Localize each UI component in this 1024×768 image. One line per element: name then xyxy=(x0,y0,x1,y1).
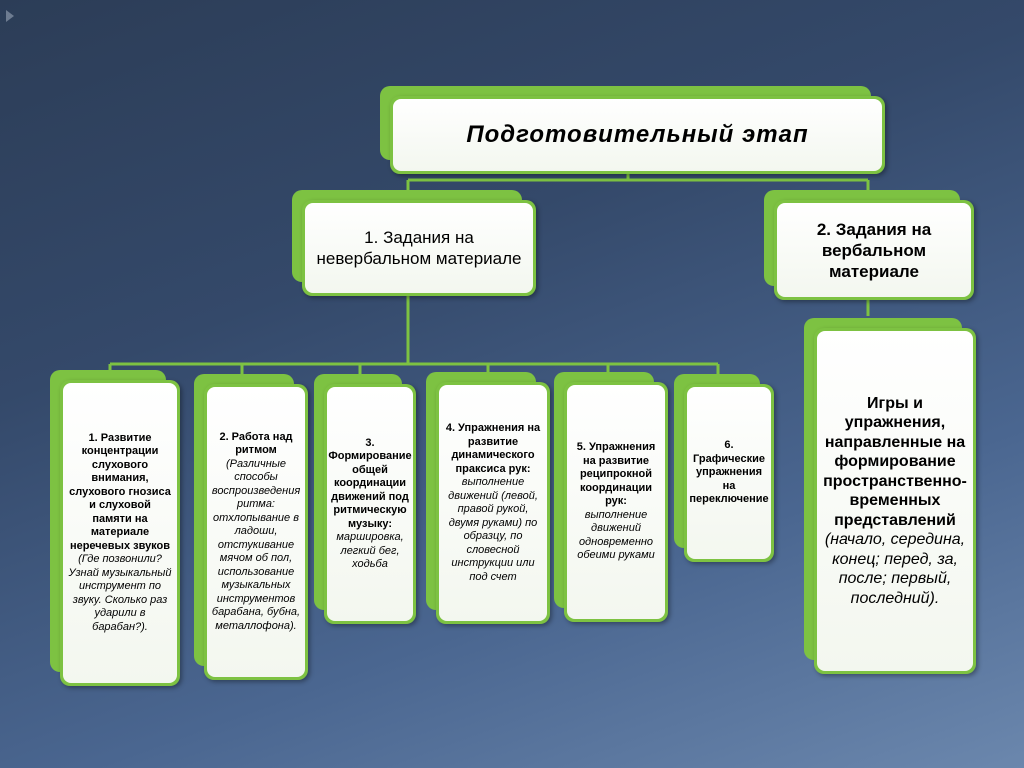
category-verbal-label: 2. Задания на вербальном материале xyxy=(816,219,932,281)
verbal-task-node xyxy=(804,318,976,674)
diagram-title: Подготовительный этап xyxy=(466,121,809,148)
task-1-heading: 1. Развитие концентрации слухового внимания, слухового гнозиса и слуховой памяти на материале неречевых звуков xyxy=(69,431,171,552)
task-4-detail: выполнение движений (левой, правой рукой, двумя руками) по образцу, по словесной инструкции или под счет xyxy=(448,476,538,583)
category-verbal-node xyxy=(764,190,974,300)
task-2-heading: 2. Работа над ритмом xyxy=(219,430,293,457)
verbal-task-detail: (начало, середина, конец; перед, за, после; первый, последний). xyxy=(824,531,966,607)
task-2-detail: (Различные способы воспроизведения ритма: отхлопывание в ладоши, отстукивание мячом об пол, использование музыкальных инструментов барабана, бубна, металлофона). xyxy=(211,457,301,632)
task-3-detail: маршировка, легкий бег, ходьба xyxy=(336,531,404,570)
task-6-heading: 6. Графические упражнения на переключение xyxy=(689,439,769,506)
category-nonverbal-node xyxy=(292,190,536,296)
task-node-5 xyxy=(554,372,668,622)
task-5-heading: 5. Упражнения на развитие реципрокной координации рук: xyxy=(576,441,656,508)
task-4-heading: 4. Упражнения на развитие динамического праксиса рук: xyxy=(445,422,541,475)
category-nonverbal-label: 1. Задания на невербальном материале xyxy=(316,228,522,268)
title-node xyxy=(380,86,885,174)
verbal-task-heading: Игры и упражнения, направленные на формирование пространственно-временных представлений xyxy=(823,394,967,529)
task-node-2 xyxy=(194,374,308,680)
task-node-1 xyxy=(50,370,180,686)
task-5-detail: выполнение движений одновременно обеими руками xyxy=(577,508,655,562)
task-node-4 xyxy=(426,372,550,624)
task-3-heading: 3. Формирование общей координации движений под ритмическую музыку: xyxy=(328,436,412,530)
task-node-3 xyxy=(314,374,416,624)
task-1-detail: (Где позвонили? Узнай музыкальный инструмент по звуку. Сколько раз ударили в барабан?). xyxy=(68,553,172,633)
task-node-6 xyxy=(674,374,774,562)
